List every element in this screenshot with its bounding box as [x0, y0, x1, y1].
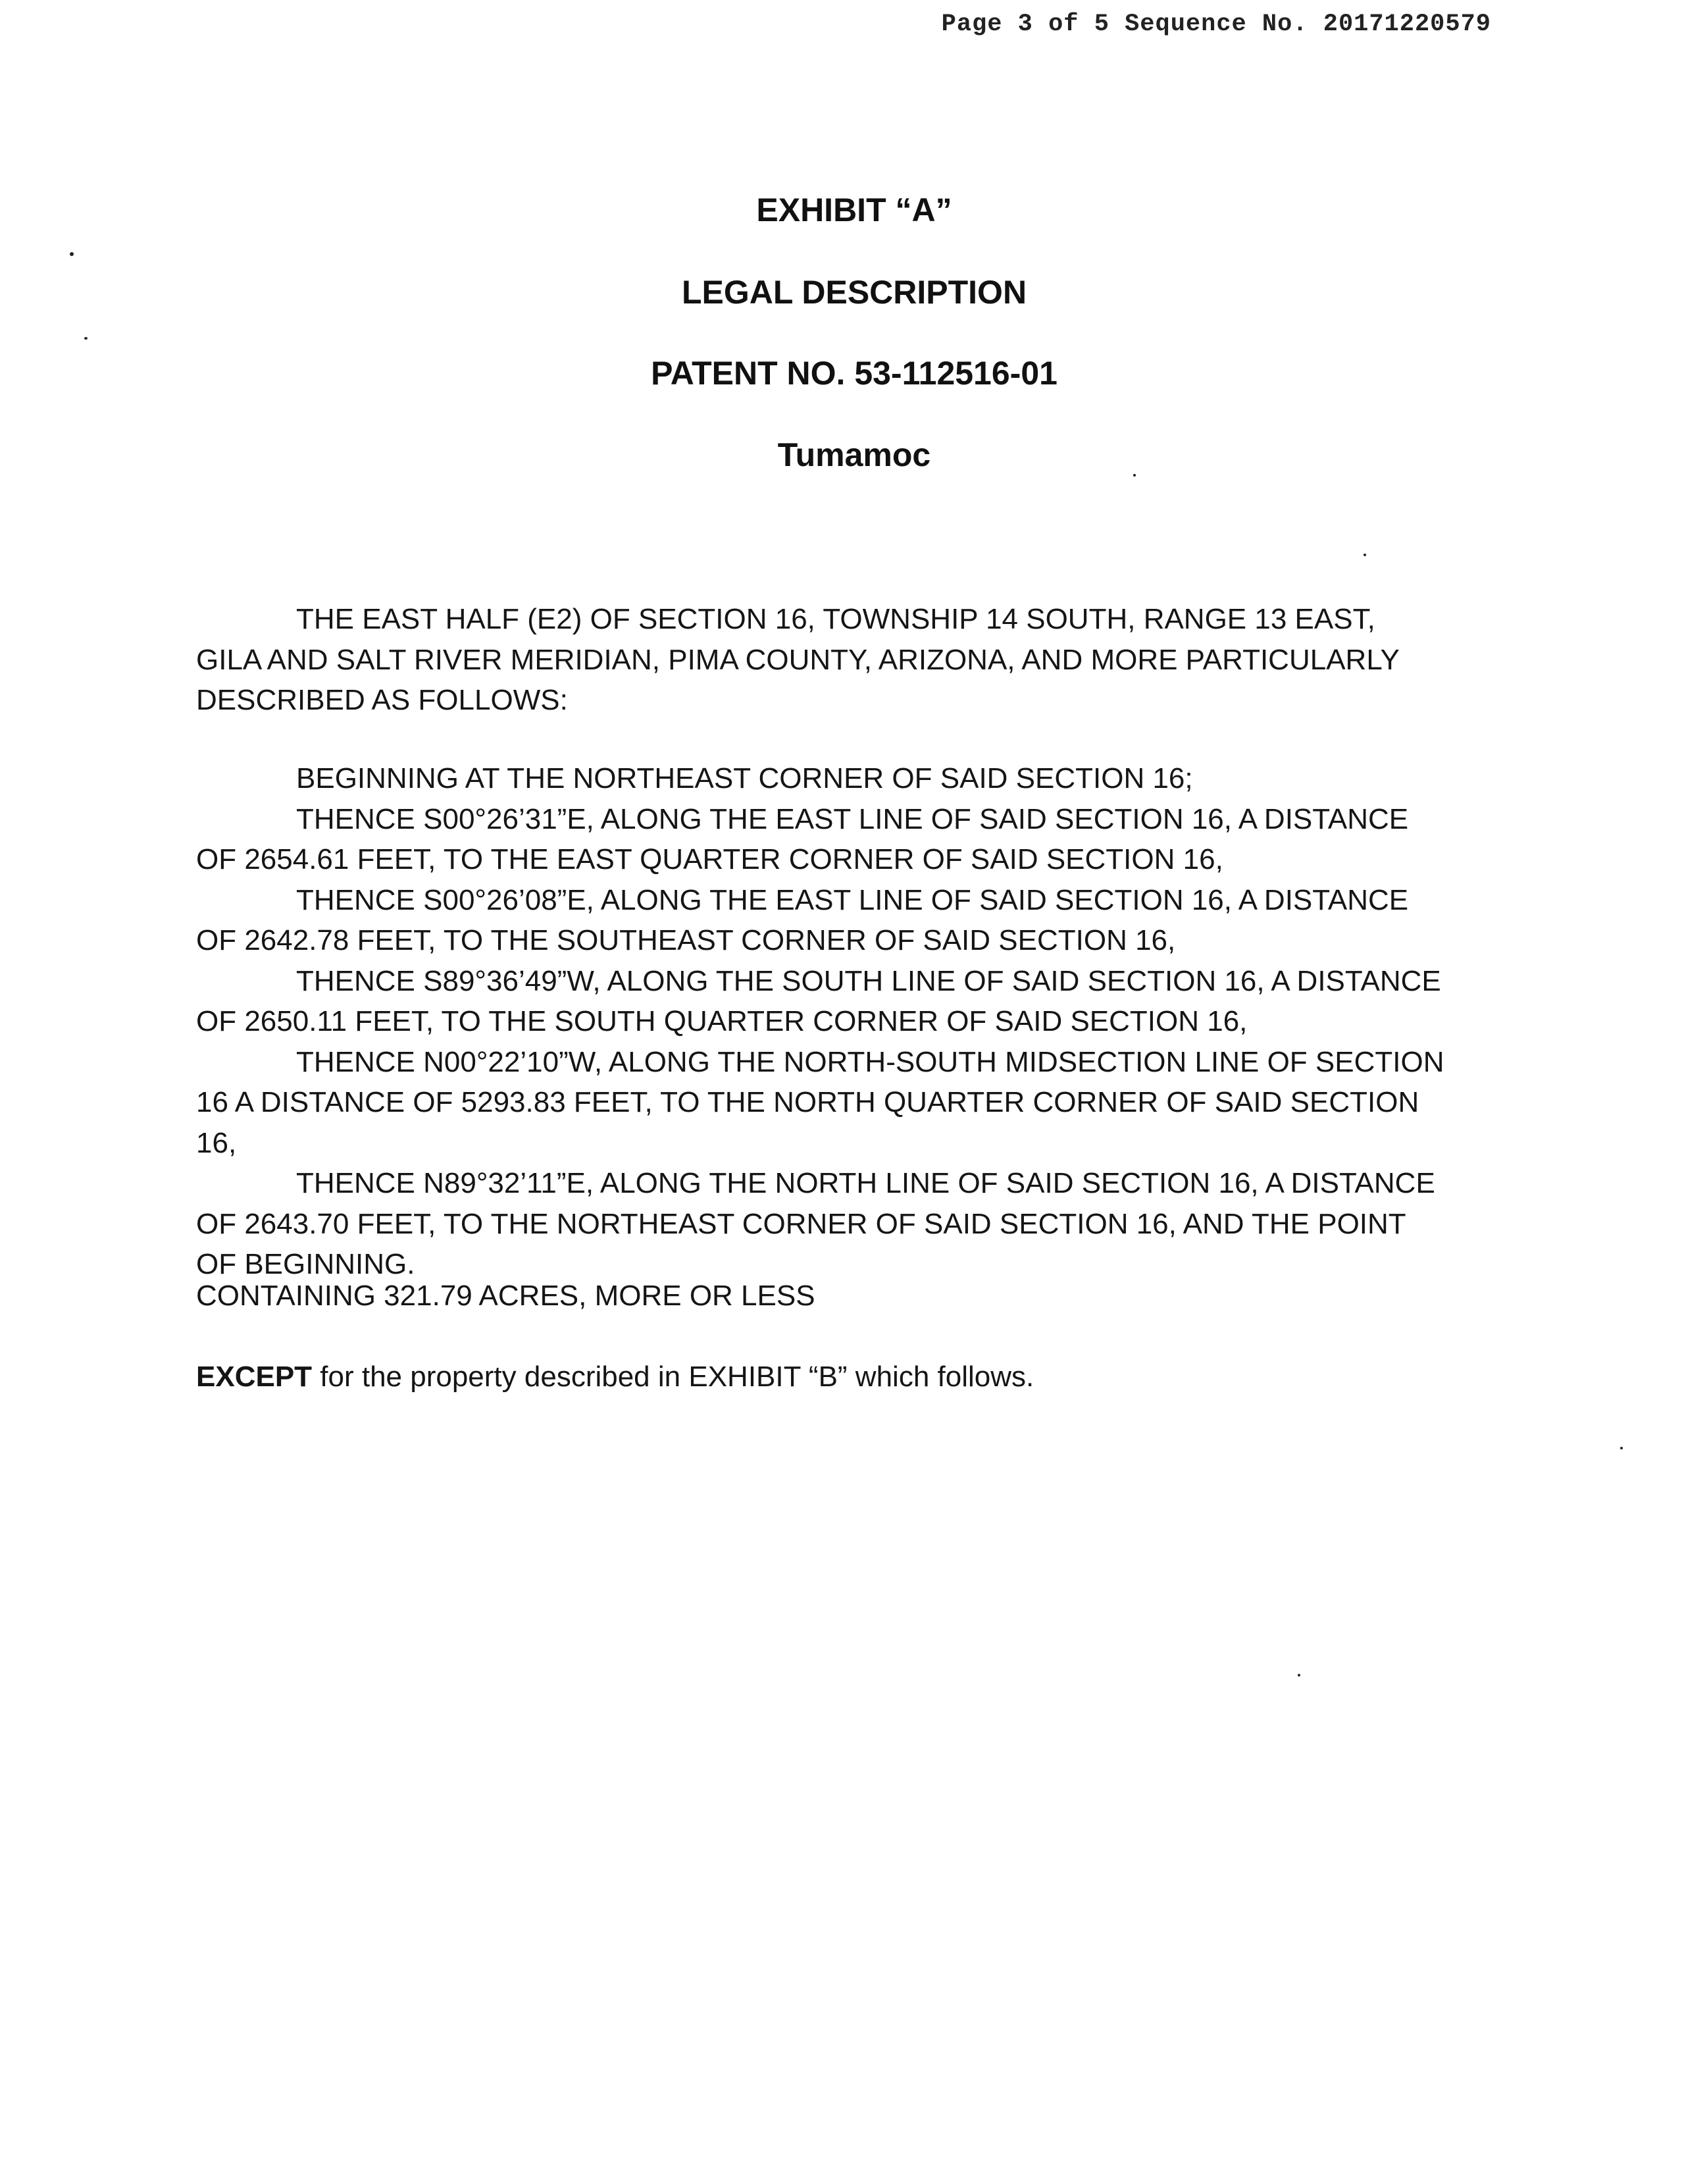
call-item: THENCE N89°32’11”E, ALONG THE NORTH LINE OF SAID SECTION 16, A DISTANCE OF 2643.70 FEET, TO THE NORTHEAST CORNER OF SAID SECTION 16, AND THE POINT OF BEGINNING.	[196, 1167, 1435, 1280]
scan-speck	[1620, 1447, 1623, 1449]
legal-description-heading: LEGAL DESCRIPTION	[681, 274, 1027, 311]
call-item: THENCE N00°22’10”W, ALONG THE NORTH-SOUTH MIDSECTION LINE OF SECTION 16 A DISTANCE OF 5293.83 FEET, TO THE NORTH QUARTER CORNER OF SAID SECTION 16,	[196, 1045, 1444, 1159]
scan-speck	[70, 252, 74, 256]
call-item: THENCE S00°26’08”E, ALONG THE EAST LINE OF SAID SECTION 16, A DISTANCE OF 2642.78 FEET, TO THE SOUTHEAST CORNER OF SAID SECTION 16,	[196, 883, 1409, 956]
call-item: THENCE S00°26’31”E, ALONG THE EAST LINE OF SAID SECTION 16, A DISTANCE OF 2654.61 FEET, TO THE EAST QUARTER CORNER OF SAID SECTION 16,	[196, 802, 1409, 875]
scan-speck	[1363, 554, 1366, 556]
intro-paragraph	[196, 599, 1446, 721]
acreage-text: CONTAINING 321.79 ACRES, MORE OR LESS	[196, 1280, 815, 1312]
scan-speck	[1133, 474, 1136, 477]
exception-paragraph	[196, 1357, 1446, 1397]
patent-number: PATENT NO. 53-112516-01	[651, 355, 1058, 392]
scan-speck	[1298, 1674, 1300, 1677]
scan-speck	[84, 337, 88, 340]
acreage-paragraph	[196, 1276, 1446, 1316]
exception-rest: for the property described in EXHIBIT “B” which follows.	[312, 1361, 1034, 1393]
call-item: THENCE S89°36’49”W, ALONG THE SOUTH LINE OF SAID SECTION 16, A DISTANCE OF 2650.11 FEET, TO THE SOUTH QUARTER CORNER OF SAID SECTION 16,	[196, 964, 1441, 1037]
exception-lead-word: EXCEPT	[196, 1361, 313, 1393]
exception-text	[196, 1357, 1446, 1397]
property-name: Tumamoc	[777, 436, 931, 473]
exhibit-title: EXHIBIT “A”	[756, 192, 952, 228]
page-sequence-header: Page 3 of 5 Sequence No. 20171220579	[941, 11, 1491, 38]
metes-and-bounds-calls	[196, 758, 1446, 1285]
intro-text: THE EAST HALF (E2) OF SECTION 16, TOWNSHIP 14 SOUTH, RANGE 13 EAST, GILA AND SALT RIVER MERIDIAN, PIMA COUNTY, ARIZONA, AND MORE PARTICULARLY DESCRIBED AS FOLLOWS:	[196, 603, 1400, 716]
call-item: BEGINNING AT THE NORTHEAST CORNER OF SAID SECTION 16;	[296, 762, 1193, 794]
